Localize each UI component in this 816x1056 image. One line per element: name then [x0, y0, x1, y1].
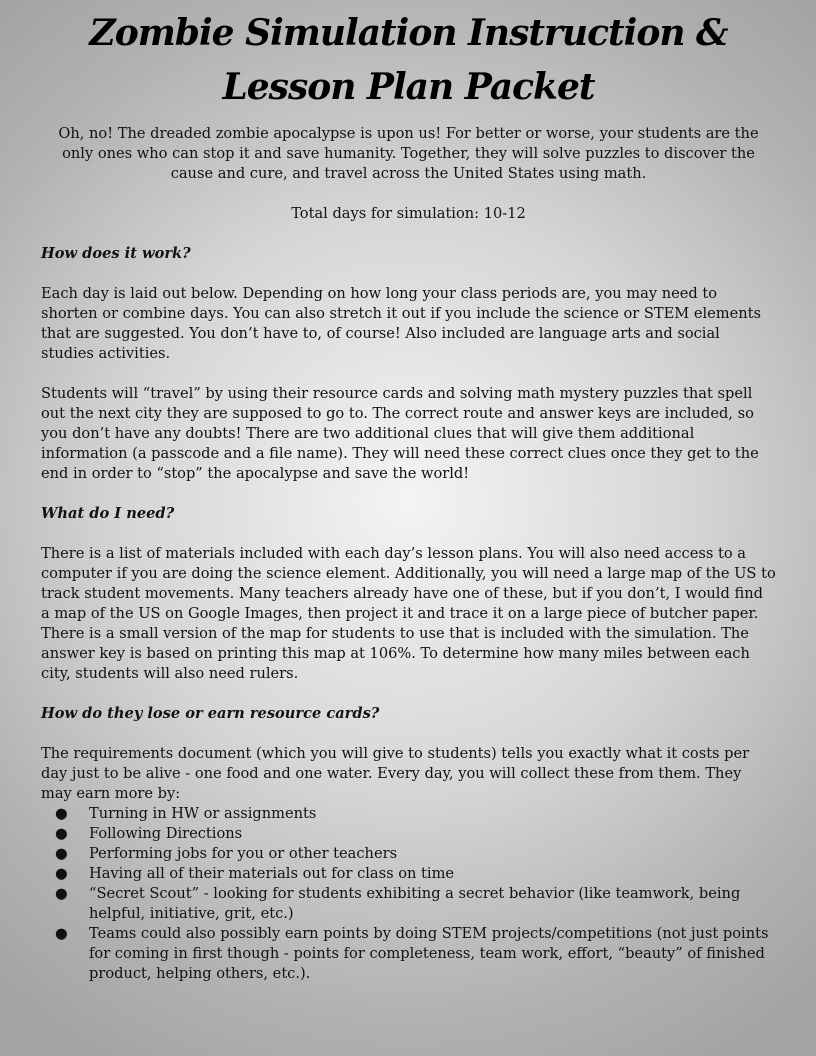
- section-heading: How do they lose or earn resource cards?: [41, 705, 380, 722]
- list-item: [41, 804, 776, 824]
- list-item-text: Teams could also possibly earn points by doing STEM projects/competitions (not just points for coming in first though - points for completeness, team work, effort, “beauty” of finished product, helping others, etc.).: [89, 925, 769, 982]
- bullet-icon: ●: [55, 865, 68, 882]
- section-heading: What do I need?: [41, 505, 175, 522]
- paragraph: Each day is laid out below. Depending on how long your class periods are, you may need to shorten or combine days. You can also stretch it out if you include the science or STEM elements that are suggested. You don’t have to, of course! Also included are language arts and social studies activities.: [41, 285, 762, 362]
- list-item: [41, 924, 776, 984]
- list-item: [41, 884, 776, 924]
- list-item-text: Following Directions: [89, 825, 243, 842]
- paragraph: The requirements document (which you will give to students) tells you exactly what it costs per day just to be alive - one food and one water. Every day, you will collect these from them. They may earn more by:: [41, 745, 750, 802]
- section-heading: How does it work?: [41, 245, 191, 262]
- earn-list: [41, 804, 776, 984]
- list-item-text: Turning in HW or assignments: [89, 805, 317, 822]
- bullet-icon: ●: [55, 925, 68, 942]
- list-item: [41, 864, 776, 884]
- list-item-text: “Secret Scout” - looking for students exhibiting a secret behavior (like teamwork, being helpful, initiative, grit, etc.): [89, 885, 741, 922]
- intro-paragraph: Oh, no! The dreaded zombie apocalypse is upon us! For better or worse, your students are the only ones who can stop it and save humanity. Together, they will solve puzzles to discover the cause and cure, and travel across the United States using math.: [58, 125, 759, 182]
- paragraph: Students will “travel” by using their resource cards and solving math mystery puzzles that spell out the next city they are supposed to go to. The correct route and answer keys are included, so you don’t have any doubts! There are two additional clues that will give them additional information (a passcode and a file name). They will need these correct clues once they get to the end in order to “stop” the apocalypse and save the world!: [41, 385, 759, 482]
- total-days: Total days for simulation: 10-12: [291, 205, 526, 222]
- bullet-icon: ●: [55, 845, 68, 862]
- bullet-icon: ●: [55, 825, 68, 842]
- document-page: [41, 0, 776, 984]
- list-item-text: Performing jobs for you or other teachers: [89, 845, 398, 862]
- list-item: [41, 824, 776, 844]
- document-title: Zombie Simulation Instruction & Lesson Plan Packet: [89, 12, 728, 108]
- bullet-icon: ●: [55, 805, 68, 822]
- list-item: [41, 844, 776, 864]
- bullet-icon: ●: [55, 885, 68, 902]
- list-item-text: Having all of their materials out for class on time: [89, 865, 455, 882]
- paragraph: There is a list of materials included with each day’s lesson plans. You will also need access to a computer if you are doing the science element. Additionally, you will need a large map of the US to track student movements. Many teachers already have one of these, but if you don’t, I would find a map of the US on Google Images, then project it and trace it on a large piece of butcher paper. There is a small version of the map for students to use that is included with the simulation. The answer key is based on printing this map at 106%. To determine how many miles between each city, students will also need rulers.: [41, 545, 776, 682]
